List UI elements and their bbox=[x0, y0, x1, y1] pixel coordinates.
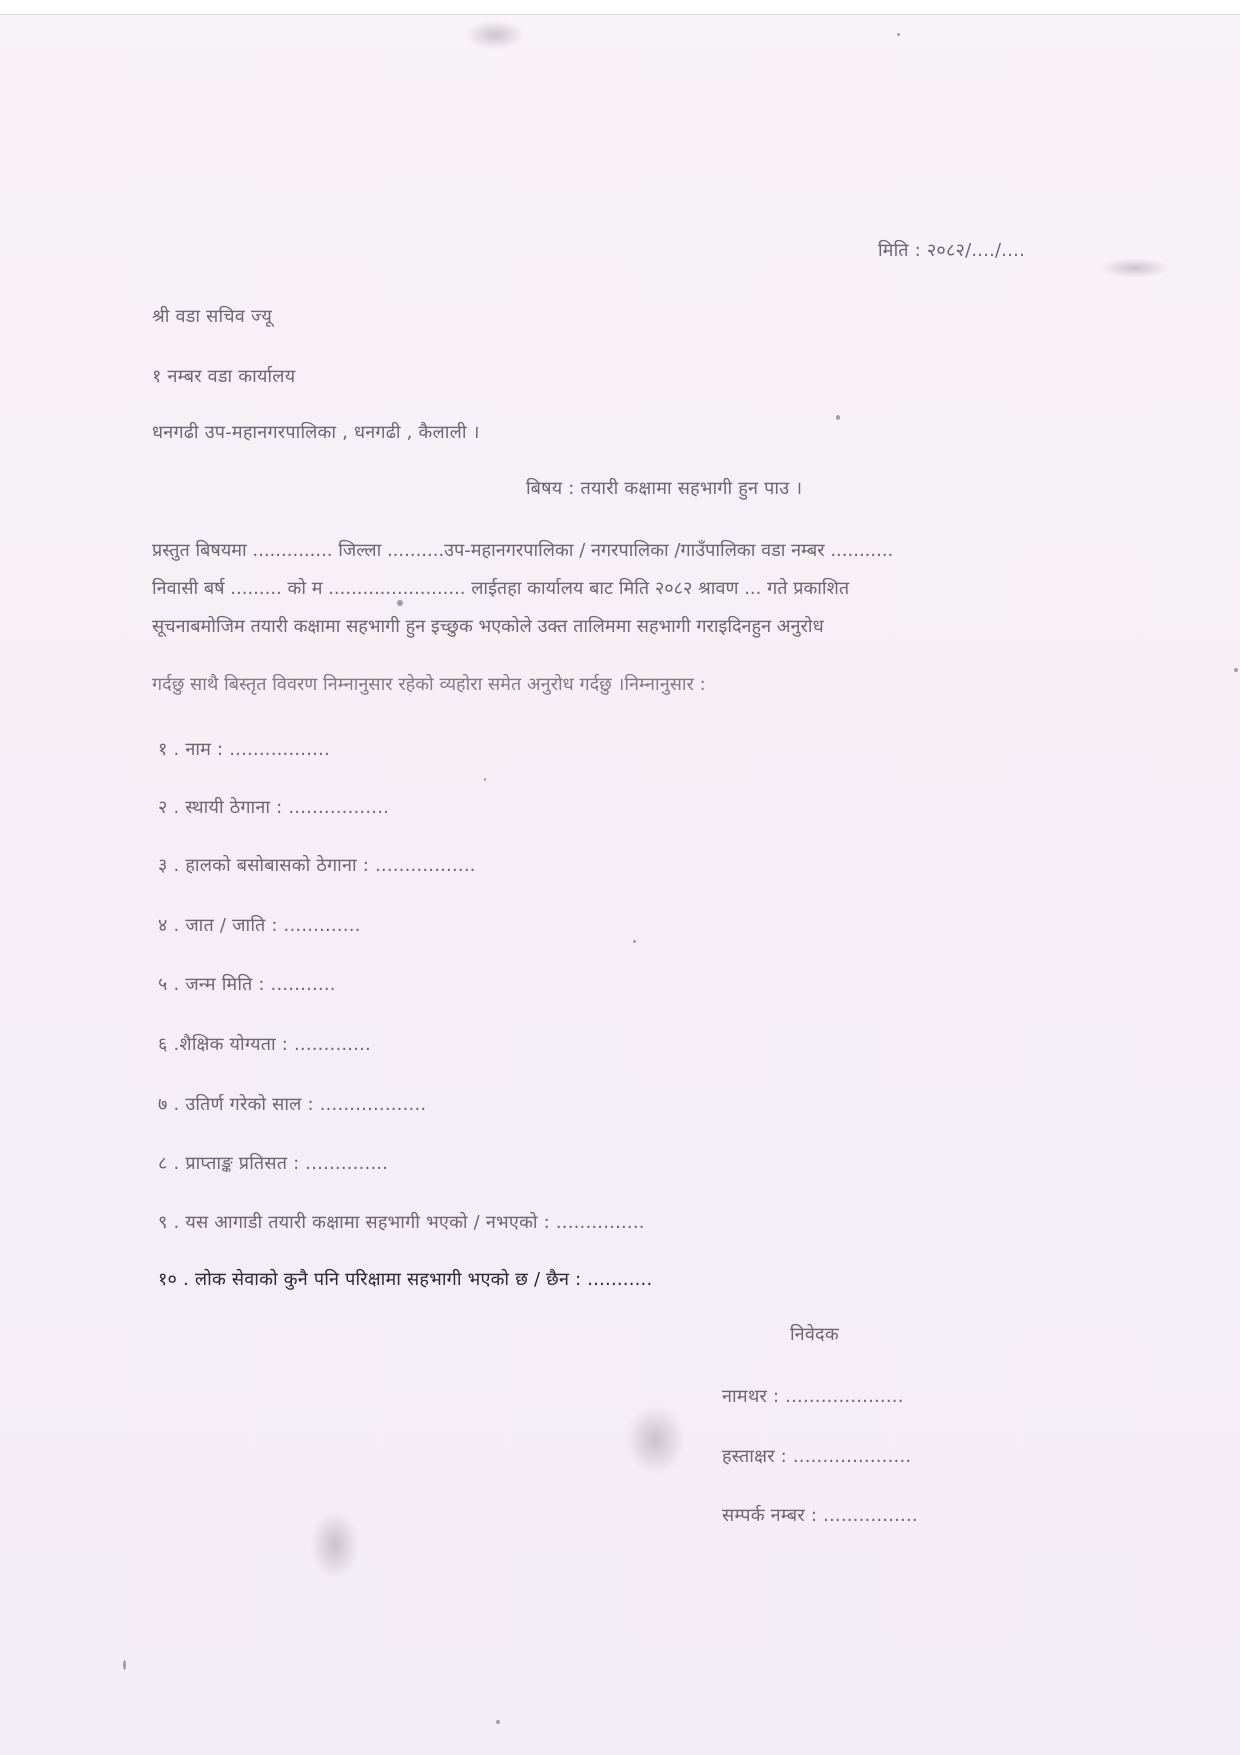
field-current-address: ३ . हालको बसोबासको ठेगाना : ................. bbox=[158, 855, 476, 876]
scan-smudge bbox=[1100, 258, 1170, 278]
field-exam-participation: १० . लोक सेवाको कुनै पनि परिक्षामा सहभागी भएको छ / छैन : ........... bbox=[158, 1269, 653, 1290]
scan-speck bbox=[836, 415, 840, 420]
field-prior-participation: ९ . यस आगाडी तयारी कक्षामा सहभागी भएको / नभएको : ............... bbox=[158, 1212, 645, 1233]
scan-speck bbox=[897, 33, 900, 36]
date-line: मिति : २०८२/..../.... bbox=[878, 240, 1025, 261]
recipient-office: १ नम्बर वडा कार्यालय bbox=[152, 366, 296, 387]
scan-smudge bbox=[625, 1405, 685, 1475]
scanned-page-edge bbox=[0, 0, 1240, 15]
field-birth-date: ५ . जन्म मिति : ........... bbox=[158, 974, 336, 995]
scan-smudge bbox=[465, 20, 525, 50]
scan-speck bbox=[496, 1720, 500, 1724]
applicant-heading: निवेदक bbox=[790, 1324, 839, 1345]
body-line-4: गर्दछु साथै बिस्तृत विवरण निम्नानुसार रहेको व्यहोरा समेत अनुरोध गर्दछु ।निम्नानुसार : bbox=[152, 674, 706, 695]
field-qualification: ६ .शैक्षिक योग्यता : ............. bbox=[158, 1034, 371, 1055]
recipient-title: श्री वडा सचिव ज्यू bbox=[152, 306, 273, 327]
scan-speck bbox=[484, 778, 486, 781]
field-passed-year: ७ . उतिर्ण गरेको साल : .................. bbox=[158, 1094, 427, 1115]
body-line-2: निवासी बर्ष ......... को म ........................ लाईतहा कार्यालय बाट मिति २०८२ श्रावण ... गते प्रकाशित bbox=[152, 578, 850, 599]
applicant-signature-field: हस्ताक्षर : .................... bbox=[722, 1446, 912, 1467]
scan-speck bbox=[1234, 668, 1238, 672]
applicant-name-field: नामथर : .................... bbox=[722, 1386, 904, 1407]
scan-smudge bbox=[310, 1510, 360, 1580]
scan-speck bbox=[123, 1660, 126, 1670]
body-line-1: प्रस्तुत बिषयमा .............. जिल्ला ..........उप-महानगरपालिका / नगरपालिका /गाउँपालिका वडा नम्बर ........... bbox=[152, 540, 894, 561]
scan-speck bbox=[633, 940, 636, 943]
field-caste: ४ . जात / जाति : ............. bbox=[158, 915, 361, 936]
subject-line: बिषय : तयारी कक्षामा सहभागी हुन पाउ । bbox=[526, 478, 803, 499]
field-permanent-address: २ . स्थायी ठेगाना : ................. bbox=[158, 797, 390, 818]
field-name: १ . नाम : ................. bbox=[158, 739, 330, 760]
body-line-3: सूचनाबमोजिम तयारी कक्षामा सहभागी हुन इच्छुक भएकोले उक्त तालिममा सहभागी गराइदिनहुन अनुरोध bbox=[152, 616, 824, 637]
field-percentage: ८ . प्राप्ताङ्क प्रतिसत : .............. bbox=[158, 1153, 389, 1174]
recipient-municipality: धनगढी उप-महानगरपालिका , धनगढी , कैलाली । bbox=[152, 422, 480, 443]
applicant-contact-field: सम्पर्क नम्बर : ................ bbox=[722, 1505, 918, 1526]
